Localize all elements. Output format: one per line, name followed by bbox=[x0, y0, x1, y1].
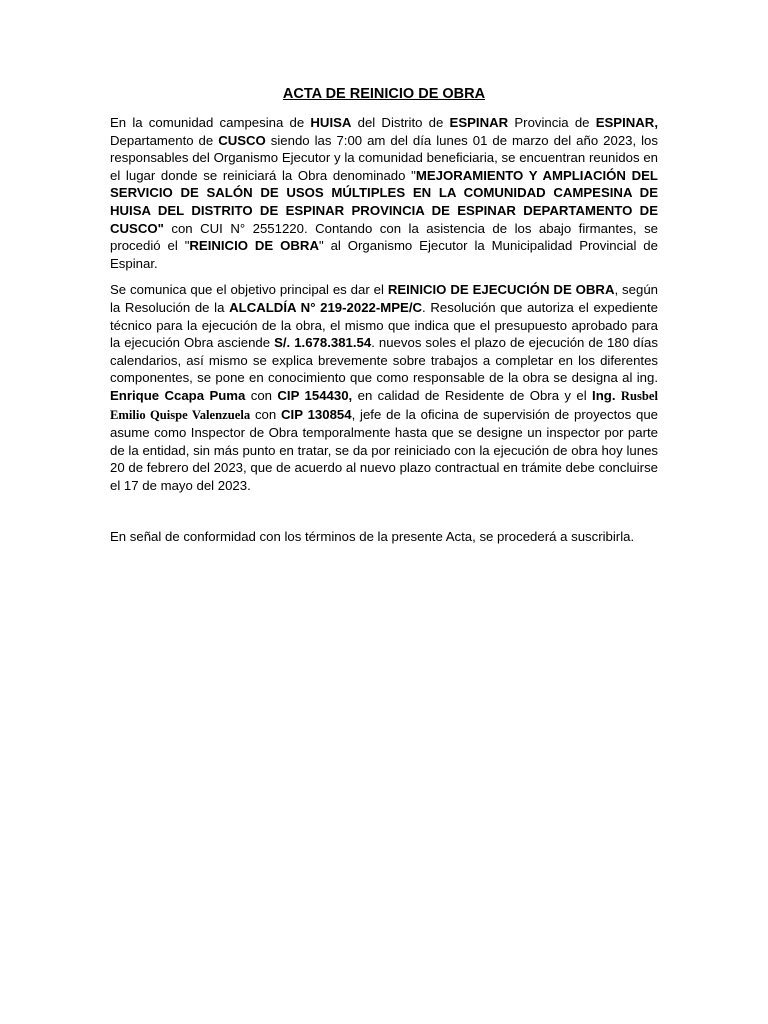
text-run: del Distrito de bbox=[351, 115, 450, 130]
community-name: HUISA bbox=[310, 115, 352, 130]
text-run: , jefe de la oficina de supervisión de proyectos que asume como Inspector de Obra temporalmente hasta que se designe un inspector por parte de la entidad, sin más punto en tratar, se da por reiniciado con la ejecución de obra hoy lunes 20 de febrero del 2023, que de acuerdo al nuevo plazo contractual en trámite debe concluirse el 17 de mayo del 2023. bbox=[110, 406, 659, 493]
text-run: " al Organismo Ejecutor la Municipalidad Provincial de Espinar. bbox=[110, 238, 658, 271]
text-run: siendo las 7:00 am del día lunes 01 de marzo del año 2023, los responsables del Organismo Ejecutor y la comunidad beneficiaria, se encuentran reunidos en el lugar donde se reiniciará la Obra denominado " bbox=[110, 132, 658, 183]
resident-cip: CIP 154430, bbox=[277, 387, 353, 403]
province-name: ESPINAR, bbox=[595, 115, 658, 130]
text-run: En la comunidad campesina de bbox=[110, 115, 311, 130]
inspector-cip: CIP 130854 bbox=[281, 406, 352, 422]
text-run: Provincia de bbox=[508, 115, 596, 130]
text-run: con bbox=[245, 387, 278, 403]
document-page bbox=[110, 84, 658, 555]
resident-engineer-name: Enrique Ccapa Puma bbox=[110, 387, 246, 403]
text-run: con CUI N° 2551220. Contando con la asistencia de los abajo firmantes, se procedió el " bbox=[110, 220, 658, 254]
restart-execution-label: REINICIO DE EJECUCIÓN DE OBRA bbox=[387, 282, 615, 298]
text-run: Se comunica que el objetivo principal es dar el bbox=[110, 282, 388, 298]
budget-amount: S/. 1.678.381.54 bbox=[274, 335, 372, 351]
text-run: Departamento de bbox=[110, 132, 219, 148]
text-run: . nuevos soles el plazo de ejecución de 180 días calendarios, así mismo se explica brevemente sobre trabajos a completar en los diferentes componentes, se pone en conocimiento que como responsable de la obra se designa al ing. bbox=[110, 335, 658, 386]
inspector-name: Rusbel Emilio Quispe Valenzuela bbox=[110, 388, 658, 422]
engineer-title: Ing. bbox=[592, 387, 616, 403]
spacer bbox=[110, 503, 658, 528]
paragraph-conformity: En señal de conformidad con los términos de la presente Acta, se procederá a suscribirla. bbox=[110, 529, 635, 545]
paragraph-meeting-details bbox=[110, 114, 658, 272]
project-name: MEJORAMIENTO Y AMPLIACIÓN DEL SERVICIO DE SALÓN DE USOS MÚLTIPLES EN LA COMUNIDAD CAMPESINA DE HUISA DEL DISTRITO DE ESPINAR PROVINCIA DE ESPINAR DEPARTAMENTO DE CUSCO" bbox=[110, 167, 658, 236]
paragraph-objective bbox=[110, 281, 658, 494]
restart-label: REINICIO DE OBRA bbox=[189, 238, 319, 254]
text-run: . Resolución que autoriza el expediente técnico para la ejecución de la obra, el mismo que indica que el presupuesto aprobado para la ejecución Obra asciende bbox=[110, 299, 658, 351]
document-title: ACTA DE REINICIO DE OBRA bbox=[282, 86, 486, 102]
district-name: ESPINAR bbox=[449, 115, 509, 130]
department-name: CUSCO bbox=[218, 132, 266, 148]
resolution-number: ALCALDÍA N° 219-2022-MPE/C bbox=[229, 299, 423, 315]
text-run: , según la Resolución de la bbox=[110, 282, 658, 315]
text-run: en calidad de Residente de Obra y el bbox=[352, 387, 593, 403]
text-run: con bbox=[250, 406, 282, 422]
